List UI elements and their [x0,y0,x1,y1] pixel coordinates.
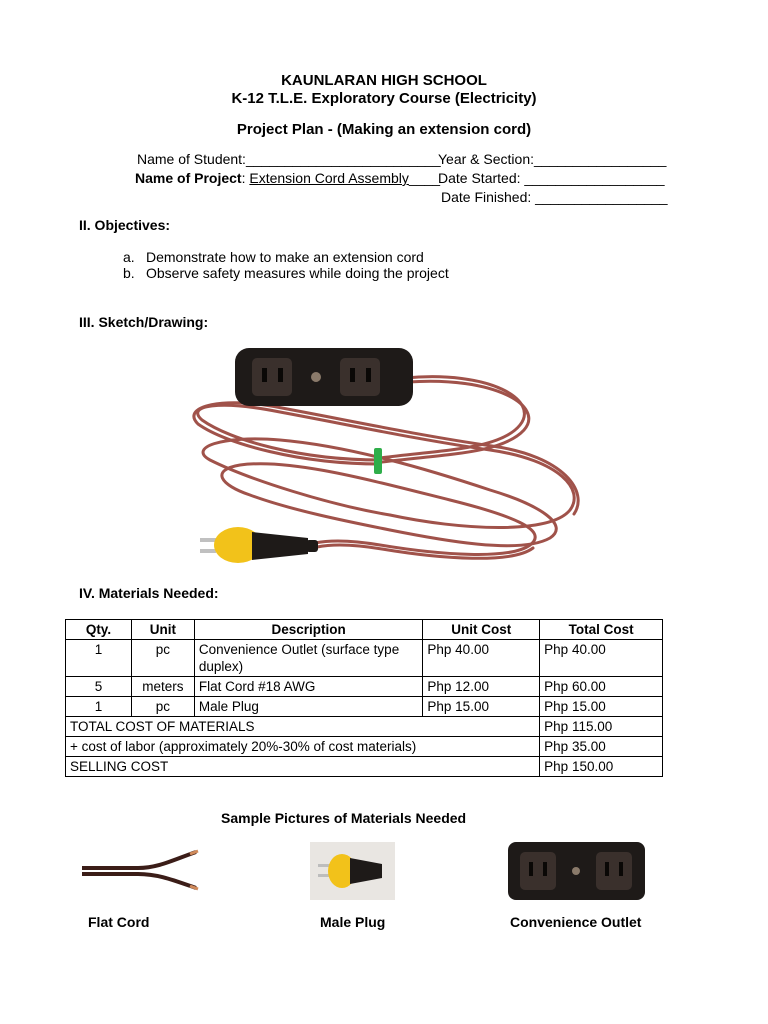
qty-cell: 1 [66,640,132,677]
column-header: Description [194,620,423,640]
convenience-outlet-icon [508,842,645,900]
plug-icon [200,527,318,563]
convenience-outlet-caption: Convenience Outlet [510,914,642,930]
table-row [66,697,663,717]
objective-label: a. [123,249,135,265]
male-plug-caption: Male Plug [320,914,386,930]
date-started-field [438,170,665,186]
summary-row [66,757,663,777]
project-name-colon: : [241,170,250,186]
qty-cell: 5 [66,677,132,697]
objective-label: b. [123,265,135,281]
total-cost-cell: Php 40.00 [540,640,663,677]
summary-value: Php 115.00 [540,717,663,737]
column-header: Qty. [66,620,132,640]
description-cell: Flat Cord #18 AWG [194,677,423,697]
student-name-label: Name of Student: [137,151,246,167]
column-header: Unit Cost [423,620,540,640]
year-section-blank: _________________ [534,151,667,167]
unit-cost-cell: Php 15.00 [423,697,540,717]
sketch-heading: III. Sketch/Drawing: [79,314,209,330]
school-name: KAUNLARAN HIGH SCHOOL [281,72,487,89]
student-name-field [137,151,441,167]
flat-cord-icon [78,846,203,896]
year-section-field [438,151,666,167]
materials-table [65,619,663,777]
project-name-field [135,170,440,186]
objective-item [123,249,424,265]
date-finished-blank: _________________ [531,189,668,205]
materials-heading: IV. Materials Needed: [79,585,219,601]
unit-cell: pc [131,640,194,677]
unit-cost-cell: Php 12.00 [423,677,540,697]
date-started-blank: __________________ [520,170,665,186]
description-cell: Male Plug [194,697,423,717]
summary-label: + cost of labor (approximately 20%-30% of cost materials) [66,737,540,757]
project-name-blank: ____ [408,170,441,186]
summary-row [66,717,663,737]
objective-text: Demonstrate how to make an extension cord [146,249,424,265]
summary-value: Php 35.00 [540,737,663,757]
objective-item [123,265,449,281]
extension-cord-image [190,340,590,575]
column-header: Total Cost [540,620,663,640]
table-header-row [66,620,663,640]
summary-label: TOTAL COST OF MATERIALS [66,717,540,737]
date-started-label: Date Started: [438,170,521,186]
date-finished-field [441,189,668,205]
summary-row [66,737,663,757]
total-cost-cell: Php 60.00 [540,677,663,697]
description-cell: Convenience Outlet (surface type duplex) [194,640,423,677]
course-title: K-12 T.L.E. Exploratory Course (Electricity) [231,90,537,107]
table-row [66,677,663,697]
unit-cell: pc [131,697,194,717]
project-plan-title: Project Plan - (Making an extension cord) [236,121,532,138]
qty-cell: 1 [66,697,132,717]
flat-cord-caption: Flat Cord [88,914,150,930]
unit-cost-cell: Php 40.00 [423,640,540,677]
unit-cell: meters [131,677,194,697]
date-finished-label: Date Finished: [441,189,532,205]
male-plug-icon [310,842,395,900]
year-section-label: Year & Section: [438,151,534,167]
column-header: Unit [131,620,194,640]
outlet-icon [235,348,413,406]
project-name-label: Name of Project [135,170,242,186]
table-row [66,640,663,677]
summary-value: Php 150.00 [540,757,663,777]
project-name-value: Extension Cord Assembly [249,170,409,186]
summary-label: SELLING COST [66,757,540,777]
objectives-heading: II. Objectives: [79,217,171,233]
objective-text: Observe safety measures while doing the project [146,265,449,281]
total-cost-cell: Php 15.00 [540,697,663,717]
student-name-blank: _________________________ [245,151,441,167]
sample-pictures-title: Sample Pictures of Materials Needed [221,810,467,826]
cord-band-icon [374,448,382,474]
